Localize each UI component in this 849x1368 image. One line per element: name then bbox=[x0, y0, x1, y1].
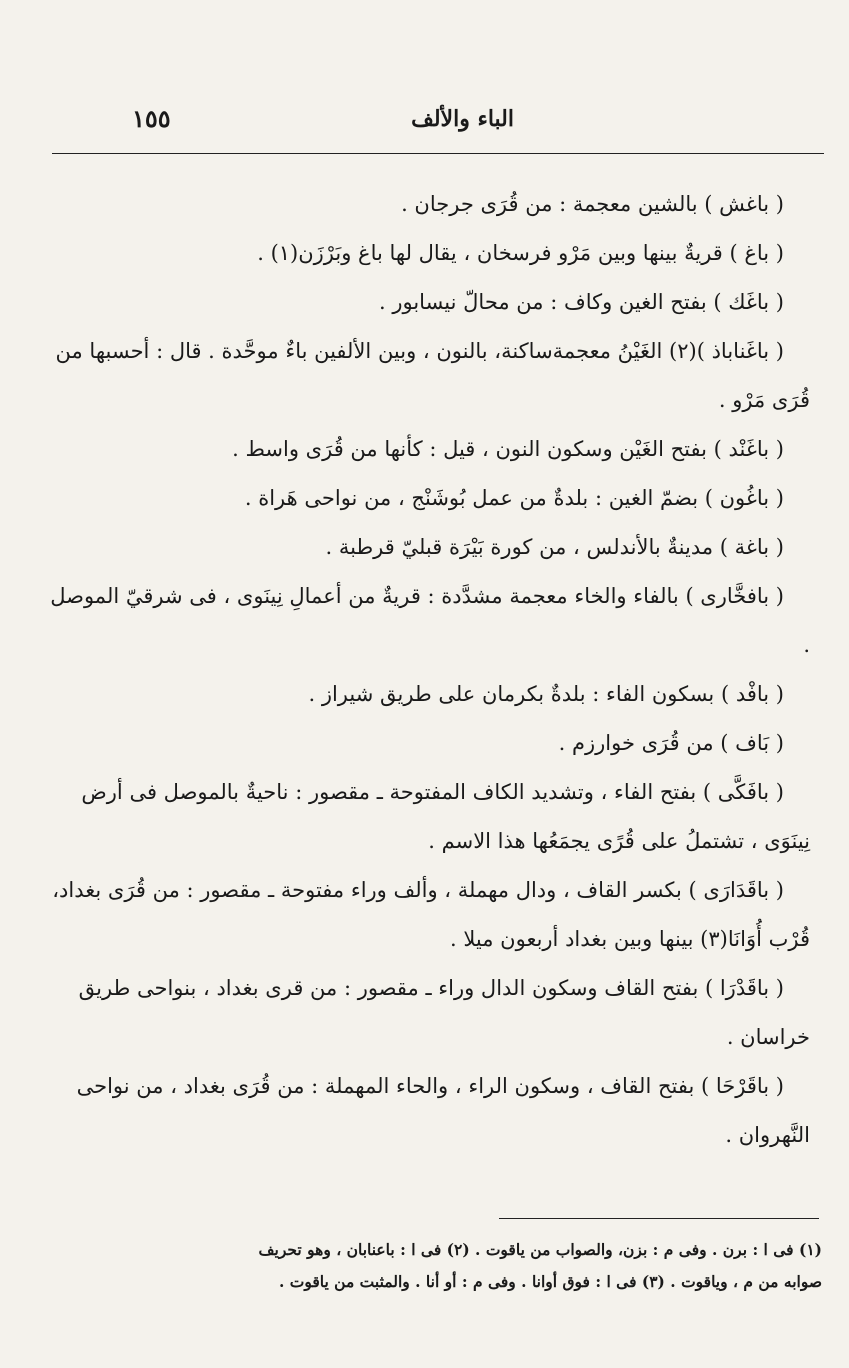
header-rule bbox=[52, 153, 824, 154]
entry-bafakhkhari: ( بافخَّارى ) بالفاء والخاء معجمة مشدَّدة : قريةٌ من أعمالِ نِينَوى ، فى شرقيّ الموصل . bbox=[50, 584, 810, 657]
entry-baghand: ( باغَنْد ) بفتح الغَيْن وسكون النون ، قيل : كأنها من قُرَى واسط . bbox=[232, 437, 784, 461]
entry-baghash: ( باغش ) بالشين معجمة : من قُرَى جرجان . bbox=[401, 192, 784, 216]
entry-bagh: ( باغ ) قريةٌ بينها وبين مَرْو فرسخان ، يقال لها باغ وبَرْزَن(١) . bbox=[257, 241, 784, 265]
footnote-line: صوابه من م ، وياقوت . (٣) فى ا : فوق أوانا . وفى م : أو أنا . والمثبت من ياقوت . bbox=[278, 1272, 822, 1291]
entry-baghun: ( باغُون ) بضمّ الغين : بلدةٌ من عمل بُوشَنْج ، من نواحى هَراة . bbox=[244, 486, 784, 510]
entry-baghanabadh: ( باغَناباذ )(٢) الغَيْنُ معجمةساكنة، بالنون ، وبين الألفين باءٌ موحَّدة . قال : أحسبها من قُرَى مَرْو . bbox=[55, 339, 810, 412]
entry-baf: ( بَاف ) من قُرَى خوارزم . bbox=[558, 731, 784, 755]
footnote-rule bbox=[499, 1218, 819, 1219]
dictionary-entries bbox=[50, 180, 810, 1160]
footnotes bbox=[52, 1234, 822, 1298]
page-number: ١٥٥ bbox=[132, 104, 171, 133]
entry-bafd: ( بافْد ) بسكون الفاء : بلدةٌ بكرمان على طريق شيراز . bbox=[308, 682, 784, 706]
page-header bbox=[52, 100, 824, 140]
entry-baghak: ( باغَك ) بفتح الغين وكاف : من محالّ نيسابور . bbox=[378, 290, 784, 314]
entry-baqadara: ( باقَدَارَى ) بكسر القاف ، ودال مهملة ، وألف وراء مفتوحة ـ مقصور : من قُرَى بغداد، قُرْب أُوَانَا(٣) بينها وبين بغداد أربعون ميلا . bbox=[52, 878, 810, 951]
running-title: الباء والألف bbox=[411, 106, 514, 132]
footnote-line: (١) فى ا : برن . وفى م : بزن، والصواب من ياقوت . (٢) فى ا : باعنابان ، وهو تحريف bbox=[258, 1240, 822, 1259]
entry-bafakka: ( بافَكَّى ) بفتح الفاء ، وتشديد الكاف المفتوحة ـ مقصور : ناحيةٌ بالموصل فى أرض نِينَوَى ، تشتملُ على قُرًى يجمَعُها هذا الاسم . bbox=[81, 780, 810, 853]
entry-baqarha: ( باقَرْحَا ) بفتح القاف ، وسكون الراء ، والحاء المهملة : من قُرَى بغداد ، من نواحى النَّهروان . bbox=[76, 1074, 810, 1147]
entry-baqadra: ( باقَدْرَا ) بفتح القاف وسكون الدال وراء ـ مقصور : من قرى بغداد ، بنواحى طريق خراسان . bbox=[78, 976, 810, 1049]
entry-bagha: ( باغة ) مدينةٌ بالأندلس ، من كورة بَيْرَة قبليّ قرطبة . bbox=[325, 535, 784, 559]
